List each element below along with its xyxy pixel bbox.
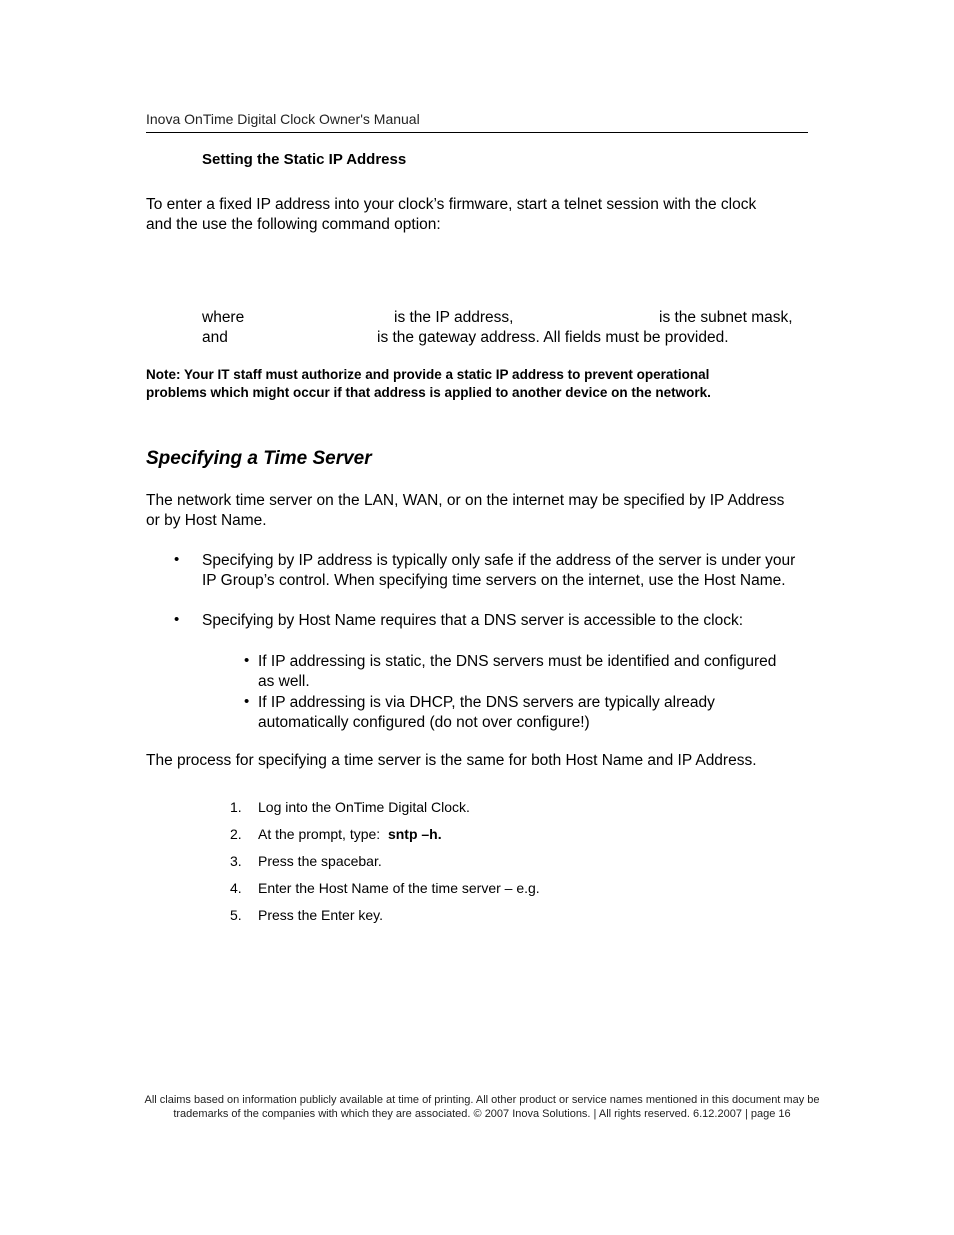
footer-line2: trademarks of the companies with which they are associated. © 2007 Inova Solutions. | All rights reserved. 6.12.2007 | page 16 xyxy=(173,1108,791,1120)
step-text: Press the Enter key. xyxy=(258,907,384,923)
subnet-mask-desc: is the subnet mask, xyxy=(659,309,793,326)
static-ip-intro-line1: To enter a fixed IP address into your clock’s firmware, start a telnet session with the clock xyxy=(146,196,757,213)
bullet-item xyxy=(202,611,743,631)
bullet-line: IP Group’s control. When specifying time servers on the internet, use the Host Name. xyxy=(202,571,786,589)
sub-bullet-line: If IP addressing is via DHCP, the DNS servers are typically already xyxy=(258,694,715,711)
step-number: 2. xyxy=(230,826,242,842)
step-number: 3. xyxy=(230,853,242,869)
static-ip-heading: Setting the Static IP Address xyxy=(202,151,407,168)
bullet-line: Specifying by Host Name requires that a DNS server is accessible to the clock: xyxy=(202,612,744,629)
manual-title: Inova OnTime Digital Clock Owner's Manual xyxy=(146,111,420,127)
bullet-item xyxy=(202,551,795,590)
and-word: and xyxy=(202,329,228,346)
command-text: sntp –h. xyxy=(387,826,442,842)
sub-bullet-item xyxy=(258,693,715,732)
sub-bullet-icon: • xyxy=(244,693,250,710)
step-text: At the prompt, type: xyxy=(258,826,388,842)
time-server-intro-line1: The network time server on the LAN, WAN, or on the internet may be specified by IP Address xyxy=(146,492,785,509)
note-line1: Note: Your IT staff must authorize and provide a static IP address to prevent operational xyxy=(146,367,710,382)
sub-bullet-line: as well. xyxy=(258,672,310,690)
sub-bullet-item xyxy=(258,652,776,691)
page-footer xyxy=(100,1093,864,1121)
step-item xyxy=(258,826,442,842)
time-server-heading: Specifying a Time Server xyxy=(146,448,372,469)
time-server-intro-line2: or by Host Name. xyxy=(146,511,267,529)
step-text: Press the spacebar. xyxy=(258,853,382,869)
static-ip-intro-line2: and the use the following command option: xyxy=(146,215,441,233)
bullet-icon: • xyxy=(174,551,180,568)
sub-bullet-line: automatically configured (do not over configure!) xyxy=(258,713,590,731)
header-divider xyxy=(146,132,808,133)
bullet-line: Specifying by IP address is typically only safe if the address of the server is under your xyxy=(202,552,796,569)
static-ip-intro xyxy=(146,195,756,234)
process-text: The process for specifying a time server is the same for both Host Name and IP Address. xyxy=(146,752,757,769)
where-word: where xyxy=(202,309,245,326)
step-number: 4. xyxy=(230,880,242,896)
ip-address-desc: is the IP address, xyxy=(394,309,514,326)
step-number: 1. xyxy=(230,799,242,815)
gateway-desc: is the gateway address. All fields must be provided. xyxy=(377,329,729,346)
time-server-intro xyxy=(146,491,784,530)
bullet-icon: • xyxy=(174,611,180,628)
sub-bullet-line: If IP addressing is static, the DNS servers must be identified and configured xyxy=(258,653,777,670)
step-text: Enter the Host Name of the time server – e.g. xyxy=(258,880,540,896)
step-number: 5. xyxy=(230,907,242,923)
note-line2: problems which might occur if that address is applied to another device on the network. xyxy=(146,385,711,400)
step-text: Log into the OnTime Digital Clock. xyxy=(258,799,470,815)
footer-line1: All claims based on information publicly available at time of printing. All other product or service names mentioned in this document may be xyxy=(144,1094,820,1106)
sub-bullet-icon: • xyxy=(244,652,250,669)
it-staff-note xyxy=(146,366,806,402)
